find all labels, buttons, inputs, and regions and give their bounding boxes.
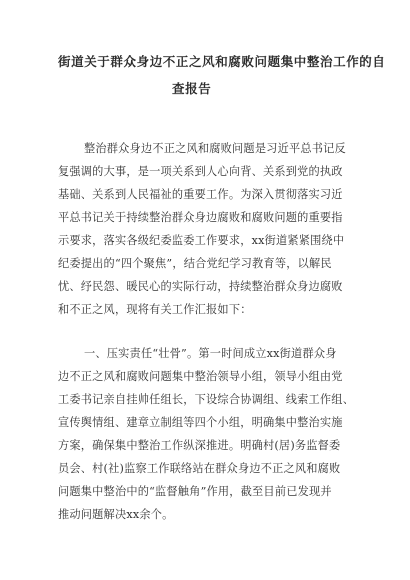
paragraph-2-line-5: 方案，确保集中整治工作纵深推进。明确村(居)务监督委 <box>58 439 341 452</box>
paragraph-2-line-8: 推动问题解决xx余个。 <box>58 508 174 521</box>
document-title-line-2: 查报告 <box>172 81 212 96</box>
paragraph-1-line-1: 整治群众身边不正之风和腐败问题是习近平总书记反 <box>84 142 346 155</box>
paragraph-1-line-7: 忧、纾民怨、暖民心的实际行动，持续整治群众身边腐败 <box>58 280 343 293</box>
paragraph-2-line-1: 一、压实责任“壮骨”。第一时间成立xx街道群众身 <box>84 347 337 360</box>
paragraph-1-line-6: 纪委提出的“四个聚焦”，结合党纪学习教育等，以解民 <box>58 257 332 270</box>
paragraph-1-line-4: 平总书记关于持续整治群众身边腐败和腐败问题的重要指 <box>58 211 343 224</box>
document-title-line-1: 街道关于群众身边不正之风和腐败问题集中整治工作的自 <box>58 54 386 69</box>
paragraph-2-line-3: 工委书记亲自挂帅任组长，下设综合协调组、线索工作组、 <box>58 393 355 406</box>
paragraph-1-line-8: 和不正之风，现将有关工作汇报如下： <box>58 303 252 316</box>
paragraph-1-line-2: 复强调的大事，是一项关系到人心向背、关系到党的执政 <box>58 165 343 178</box>
paragraph-2-line-2: 边不正之风和腐败问题集中整治领导小组，领导小组由党 <box>58 370 343 383</box>
paragraph-2-line-7: 问题集中整治中的“监督触角”作用，截至目前已发现并 <box>58 485 332 498</box>
paragraph-1-line-5: 示要求，落实各级纪委监委工作要求，xx街道紧紧围绕中 <box>58 234 345 247</box>
paragraph-1-line-3: 基础、关系到人民福祉的重要工作。为深入贯彻落实习近 <box>58 188 343 201</box>
paragraph-2-line-4: 宣传舆情组、建章立制组等四个小组，明确集中整治实施 <box>58 416 343 429</box>
paragraph-2-line-6: 员会、村(社)监察工作联络站在群众身边不正之风和腐败 <box>58 462 341 475</box>
